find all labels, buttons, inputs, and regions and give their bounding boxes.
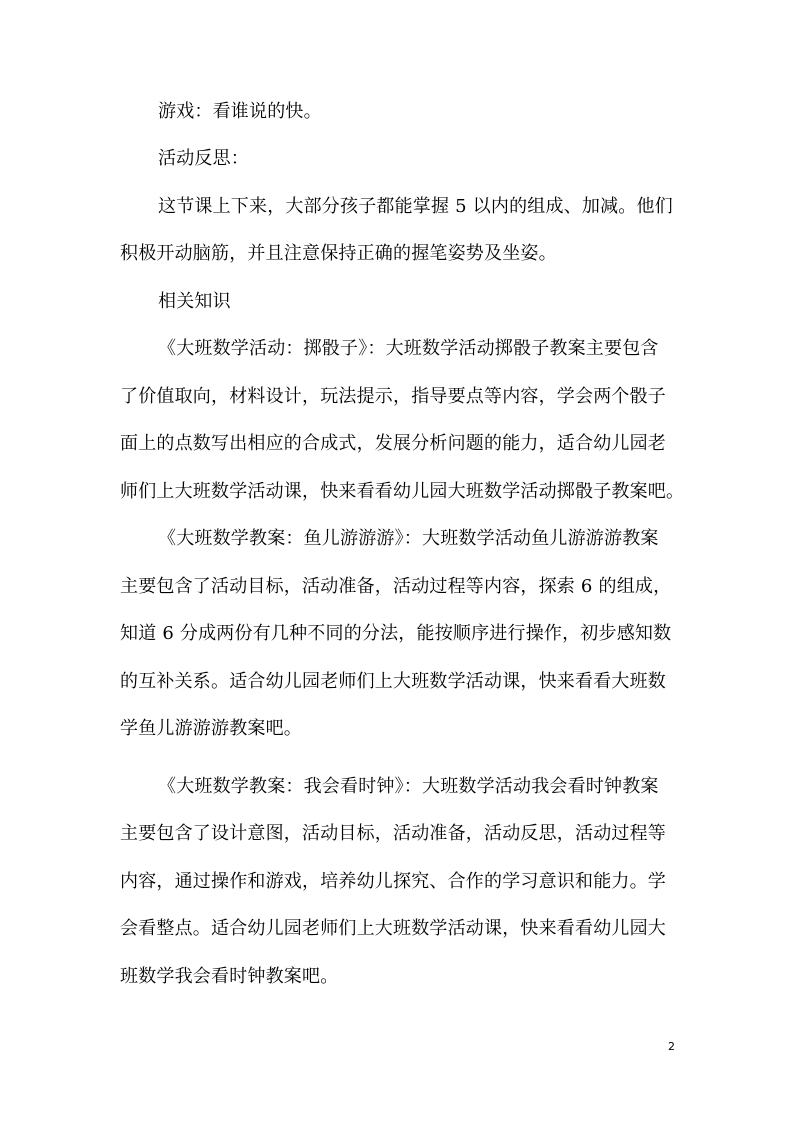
related-paragraph-1-line: 师们上大班数学活动课，快来看看幼儿园大班数学活动掷骰子教案吧。 bbox=[120, 481, 685, 502]
page-number: 2 bbox=[668, 1040, 675, 1053]
reflection-text-line: 积极开动脑筋，并且注意保持正确的握笔姿势及坐姿。 bbox=[120, 243, 557, 264]
related-paragraph-1-line: 《大班数学活动：掷骰子》：大班数学活动掷骰子教案主要包含 bbox=[158, 338, 659, 359]
related-paragraph-3-line: 主要包含了设计意图，活动目标，活动准备，活动反思，活动过程等 bbox=[120, 823, 666, 844]
related-knowledge-heading: 相关知识 bbox=[158, 291, 231, 312]
reflection-text-line: 这节课上下来，大部分孩子都能掌握 5 以内的组成、加减。他们 bbox=[158, 196, 673, 217]
related-paragraph-1-line: 了价值取向，材料设计，玩法提示，指导要点等内容，学会两个骰子 bbox=[120, 386, 666, 407]
related-paragraph-3-line: 班数学我会看时钟教案吧。 bbox=[120, 966, 339, 987]
related-paragraph-2-line: 主要包含了活动目标，活动准备，活动过程等内容，探索 6 的组成， bbox=[120, 576, 672, 597]
game-heading: 游戏：看谁说的快。 bbox=[158, 101, 322, 122]
related-paragraph-3-line: 会看整点。适合幼儿园老师们上大班数学活动课，快来看看幼儿园大 bbox=[120, 918, 666, 939]
related-paragraph-2-line: 《大班数学教案：鱼儿游游游》：大班数学活动鱼儿游游游教案 bbox=[158, 528, 659, 549]
related-paragraph-2-line: 学鱼儿游游游教案吧。 bbox=[120, 718, 302, 739]
related-paragraph-3-line: 内容，通过操作和游戏，培养幼儿探究、合作的学习意识和能力。学 bbox=[120, 871, 666, 892]
related-paragraph-2-line: 的互补关系。适合幼儿园老师们上大班数学活动课，快来看看大班数 bbox=[120, 671, 666, 692]
related-paragraph-2-line: 知道 6 分成两份有几种不同的分法，能按顺序进行操作，初步感知数 bbox=[120, 623, 672, 644]
reflection-heading: 活动反思： bbox=[158, 148, 249, 169]
related-paragraph-1-line: 面上的点数写出相应的合成式，发展分析问题的能力，适合幼儿园老 bbox=[120, 433, 666, 454]
related-paragraph-3-line: 《大班数学教案：我会看时钟》：大班数学活动我会看时钟教案 bbox=[158, 776, 659, 797]
